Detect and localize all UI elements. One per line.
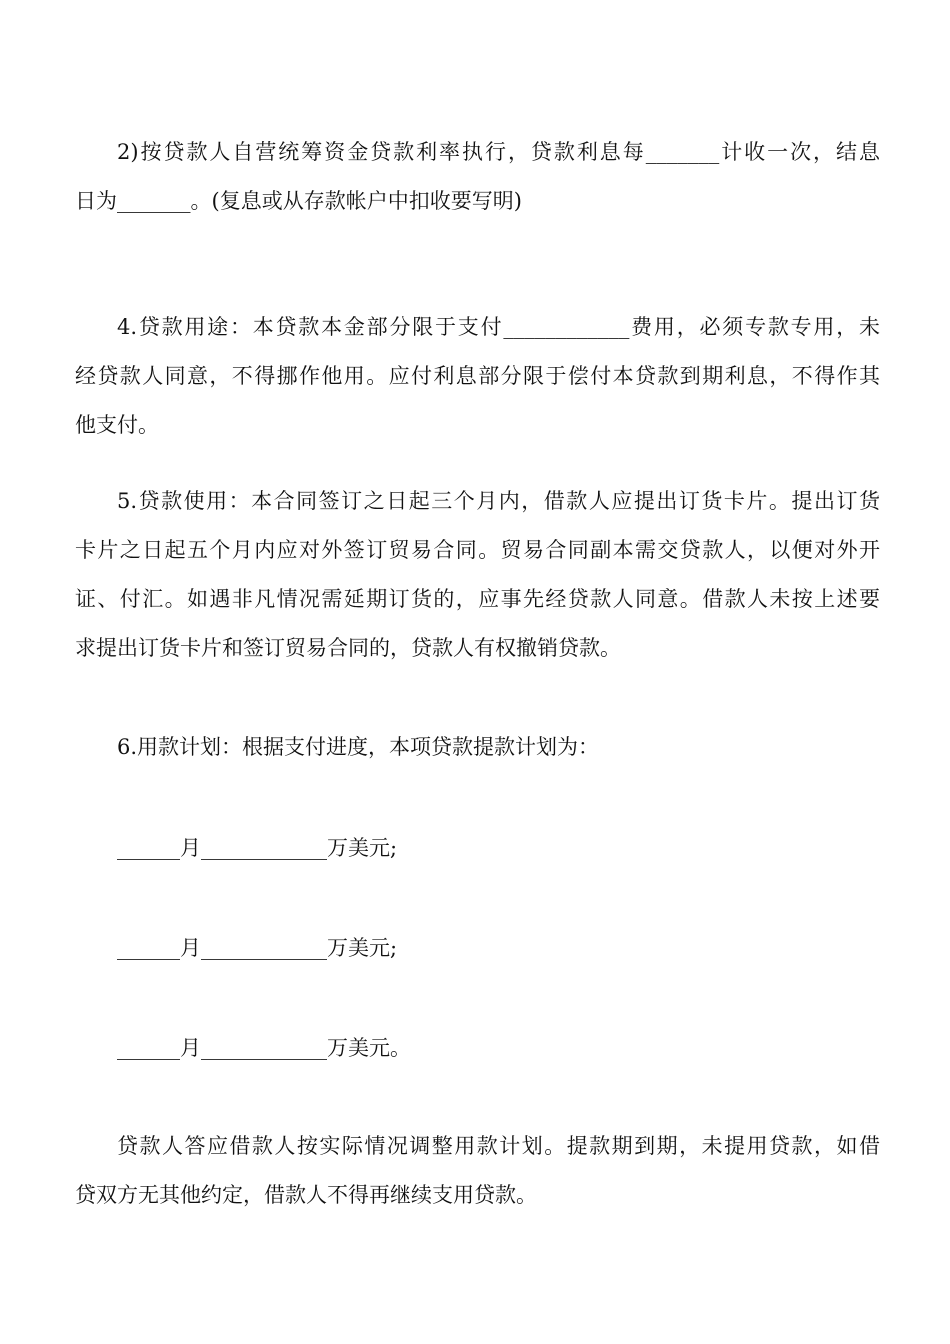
paragraph-line: 求提出订货卡片和签订贸易合同的，贷款人有权撤销贷款。 [75, 636, 621, 660]
paragraph-drawdown-plan [75, 723, 880, 772]
paragraph-line: 证、付汇。如遇非凡情况需延期订货的，应事先经贷款人同意。借款人未按上述要 [75, 587, 880, 611]
paragraph-line: 日为_______。(复息或从存款帐户中扣收要写明) [75, 189, 522, 213]
paragraph-line: 他支付。 [75, 413, 159, 437]
paragraph-line: 5.贷款使用：本合同签订之日起三个月内，借款人应提出订货卡片。提出订货 [117, 489, 880, 513]
paragraph-line: 经贷款人同意，不得挪作他用。应付利息部分限于偿付本贷款到期利息，不得作其 [75, 364, 880, 388]
paragraph-line: 贷双方无其他约定，借款人不得再继续支用贷款。 [75, 1183, 537, 1207]
paragraph-line: 卡片之日起五个月内应对外签订贸易合同。贸易合同副本需交贷款人，以便对外开 [75, 538, 880, 562]
paragraph-line: 4.贷款用途：本贷款本金部分限于支付____________费用，必须专款专用，未 [117, 315, 880, 339]
paragraph-interest-rate [75, 128, 880, 226]
paragraph-line: 2)按贷款人自营统筹资金贷款利率执行，贷款利息每_______计收一次，结息 [117, 140, 880, 164]
paragraph-loan-usage [75, 477, 880, 673]
paragraph-closing [75, 1122, 880, 1220]
plan-item: ______月____________万美元; [117, 836, 398, 860]
plan-item: ______月____________万美元; [117, 936, 398, 960]
plan-item: ______月____________万美元。 [117, 1036, 411, 1060]
paragraph-loan-purpose [75, 303, 880, 450]
paragraph-line: 6.用款计划：根据支付进度，本项贷款提款计划为： [117, 735, 600, 759]
paragraph-line: 贷款人答应借款人按实际情况调整用款计划。提款期到期，未提用贷款，如借 [117, 1134, 880, 1158]
